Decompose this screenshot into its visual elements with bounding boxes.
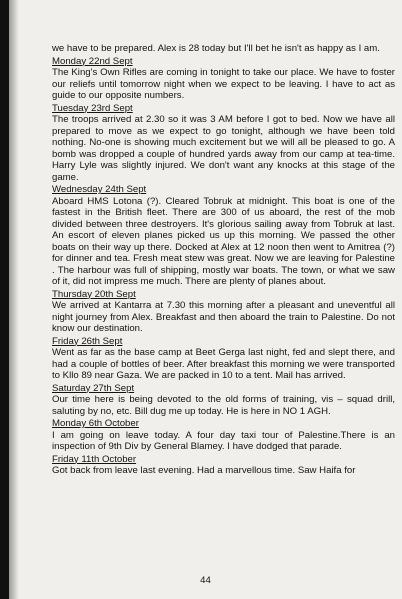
entry-text: Aboard HMS Lotona (?). Cleared Tobruk at midnight. This boat is one of the fastest in the British fleet. There are 300 of us aboard, the rest of the mob divided between three destroyers. It's glorious sailing away from Tobruk at last. An escort of eleven planes picked us up this morning. We passed the other boats on their way up there. Docked at Alex at 12 noon then went to Amitrea (?) for dinner and tea. Fresh meat stew was great. Now we are leaving for Palestine . The harbour was full of shipping, mostly war boats. The town, or what we saw of it, did not impress me much. There are plenty of planes about. xyxy=(52,195,395,287)
diary-entry-sept-26 xyxy=(52,335,395,382)
entry-date: Friday 11th October xyxy=(52,453,137,465)
entry-date: Wednesday 24th Sept xyxy=(52,184,147,195)
entry-text: Got back from leave last evening. Had a marvellous time. Saw Haifa for xyxy=(52,465,356,476)
opening-paragraph: we have to be prepared. Alex is 28 today but I'll bet he isn't as happy as I am. xyxy=(52,43,380,54)
diary-entry-oct-11 xyxy=(52,453,395,477)
entry-text: I am going on leave today. A four day taxi tour of Palestine.There is an inspection of 9th Div by General Blamey. I have dodged that parade. xyxy=(52,429,395,452)
entry-date: Monday 22nd Sept xyxy=(52,55,133,67)
diary-entry-oct-6 xyxy=(52,417,395,453)
entry-date: Monday 6th October xyxy=(52,418,139,429)
entry-text: Our time here is being devoted to the old forms of training, vis – squad drill, saluting by no, etc. Bill dug me up today. He is here in NO 1 AGH. xyxy=(52,394,395,417)
diary-entry-sept-22 xyxy=(52,55,395,102)
entry-text: The King's Own Rifles are coming in tonight to take our place. We have to foster our reliefs until tomorrow night when we expect to be leaving. I have to act as guide to our opposite numbers. xyxy=(52,67,395,101)
diary-page xyxy=(9,0,402,599)
entry-date: Friday 26th Sept xyxy=(52,335,123,347)
entry-date: Saturday 27th Sept xyxy=(52,382,135,394)
diary-entry-sept-20 xyxy=(52,288,395,335)
diary-text xyxy=(52,43,395,477)
page-number: 44 xyxy=(200,575,211,586)
entry-text: We arrived at Kantarra at 7.30 this morning after a pleasant and uneventful all night journey from Alex. Breakfast and then aboard the train to Palestine. Do not know our destination. xyxy=(52,300,395,334)
diary-entry-sept-27 xyxy=(52,382,395,418)
entry-text: Went as far as the base camp at Beet Gerga last night, fed and slept there, and had a couple of bottles of beer. After breakfast this morning we were transported to Kllo 89 near Gaza. We are packed in 10 to a tent. Mail has arrived. xyxy=(52,347,395,381)
entry-date: Tuesday 23rd Sept xyxy=(52,102,133,114)
diary-entry-sept-24 xyxy=(52,183,395,288)
entry-text: The troops arrived at 2.30 so it was 3 AM before I got to bed. Now we have all prepared to move as we expect to go tonight, although we have been told nothing. No-one is showing much excitement but we will all be pleased to go. A bomb was dropped a couple of hundred yards away from our camp at tea-time. Harry Lyle was slightly injured. We don't want any knocks at this stage of the game. xyxy=(52,114,395,183)
diary-entry-sept-23 xyxy=(52,102,395,184)
page-edge-shadow xyxy=(9,0,19,599)
entry-date: Thursday 20th Sept xyxy=(52,288,136,300)
